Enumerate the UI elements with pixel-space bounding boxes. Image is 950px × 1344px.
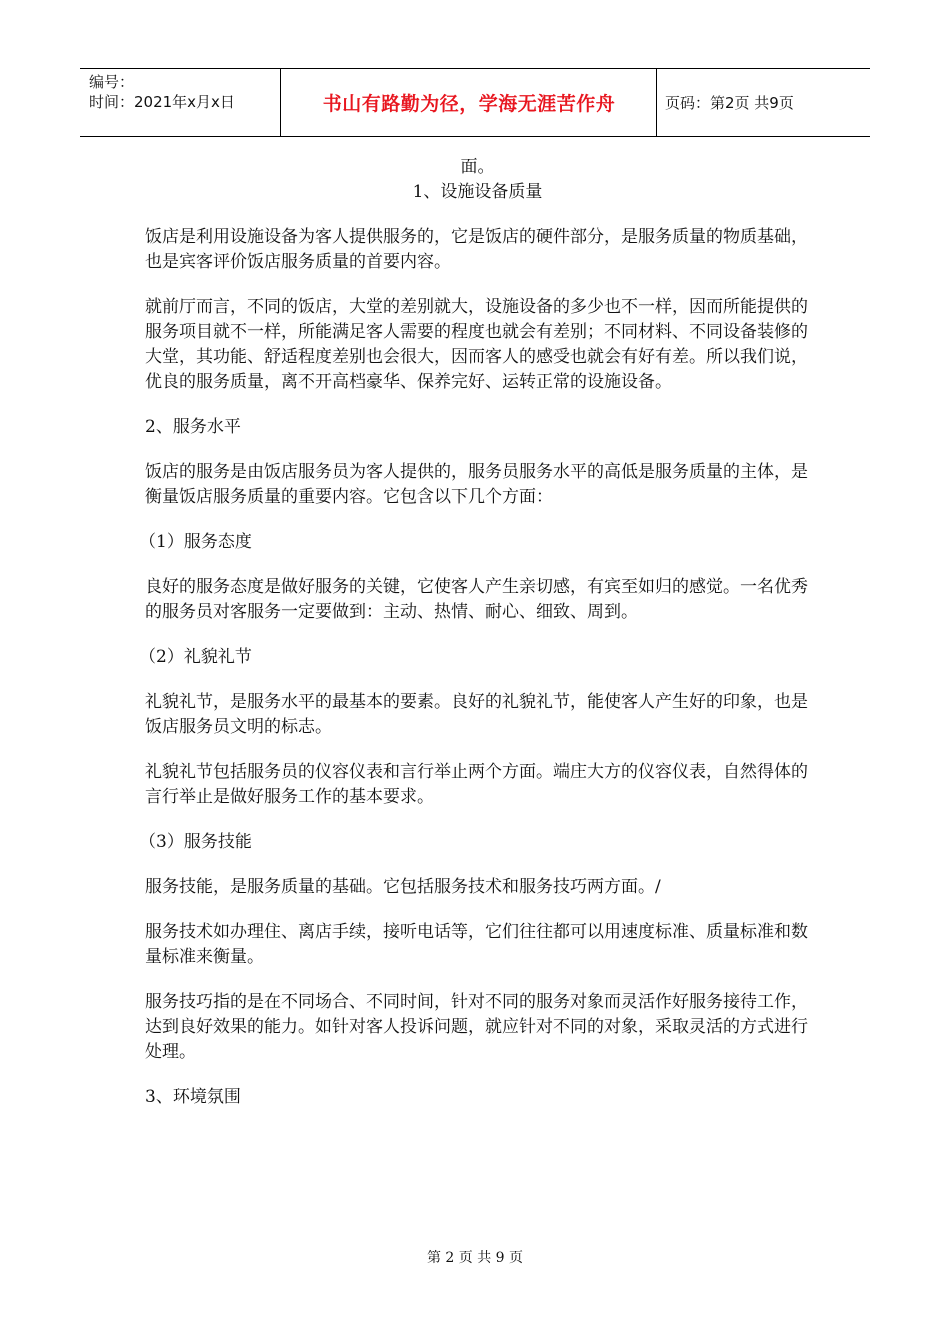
document-date: 时间：2021年x月x日 — [89, 93, 235, 111]
paragraph-3: 饭店的服务是由饭店服务员为客人提供的，服务员服务水平的高低是服务质量的主体，是衡量饭店服务质量的重要内容。它包含以下几个方面： — [145, 462, 808, 507]
document-header — [80, 68, 870, 137]
paragraph-2: 就前厅而言，不同的饭店，大堂的差别就大，设施设备的多少也不一样，因而所能提供的服务项目就不一样，所能满足客人需要的程度也就会有差别；不同材料、不同设备装修的大堂，其功能、舒适程度差别也会很大，因而客人的感受也就会有好有差。所以我们说，优良的服务质量，离不开高档豪华、保养完好、运转正常的设施设备。 — [145, 297, 808, 392]
section-heading-3: 3、环境氛围 — [145, 1087, 241, 1107]
paragraph-8: 服务技术如办理住、离店手续，接听电话等，它们往往都可以用速度标准、质量标准和数量标准来衡量。 — [145, 922, 808, 967]
paragraph-7: 服务技能，是服务质量的基础。它包括服务技术和服务技巧两方面。/ — [145, 877, 661, 897]
paragraph-6: 礼貌礼节包括服务员的仪容仪表和言行举止两个方面。端庄大方的仪容仪表，自然得体的言行举止是做好服务工作的基本要求。 — [145, 762, 808, 807]
header-motto: 书山有路勤为径，学海无涯苦作舟 — [282, 69, 657, 136]
subheading-1: （1）服务态度 — [139, 532, 252, 552]
subheading-2: （2）礼貌礼节 — [139, 647, 252, 667]
header-page-info: 页码：第2页 共9页 — [665, 94, 794, 112]
paragraph-9: 服务技巧指的是在不同场合、不同时间，针对不同的服务对象而灵活作好服务接待工作，达到良好效果的能力。如针对客人投诉问题，就应针对不同的对象，采取灵活的方式进行处理。 — [145, 992, 808, 1062]
paragraph-4: 良好的服务态度是做好服务的关键，它使客人产生亲切感，有宾至如归的感觉。一名优秀的服务员对客服务一定要做到：主动、热情、耐心、细致、周到。 — [145, 577, 808, 622]
header-meta — [80, 69, 281, 136]
page-footer: 第 2 页 共 9 页 — [426, 1250, 524, 1266]
continuation-text: 面。 — [460, 157, 495, 177]
paragraph-5: 礼貌礼节，是服务水平的最基本的要素。良好的礼貌礼节，能使客人产生好的印象，也是饭店服务员文明的标志。 — [145, 692, 808, 737]
document-body — [139, 155, 810, 1130]
paragraph-1: 饭店是利用设施设备为客人提供服务的，它是饭店的硬件部分，是服务质量的物质基础，也是宾客评价饭店服务质量的首要内容。 — [145, 227, 808, 272]
section-heading-1: 1、设施设备质量 — [412, 182, 543, 202]
subheading-3: （3）服务技能 — [139, 832, 252, 852]
document-number-label: 编号： — [89, 73, 135, 91]
section-heading-2: 2、服务水平 — [145, 417, 241, 437]
